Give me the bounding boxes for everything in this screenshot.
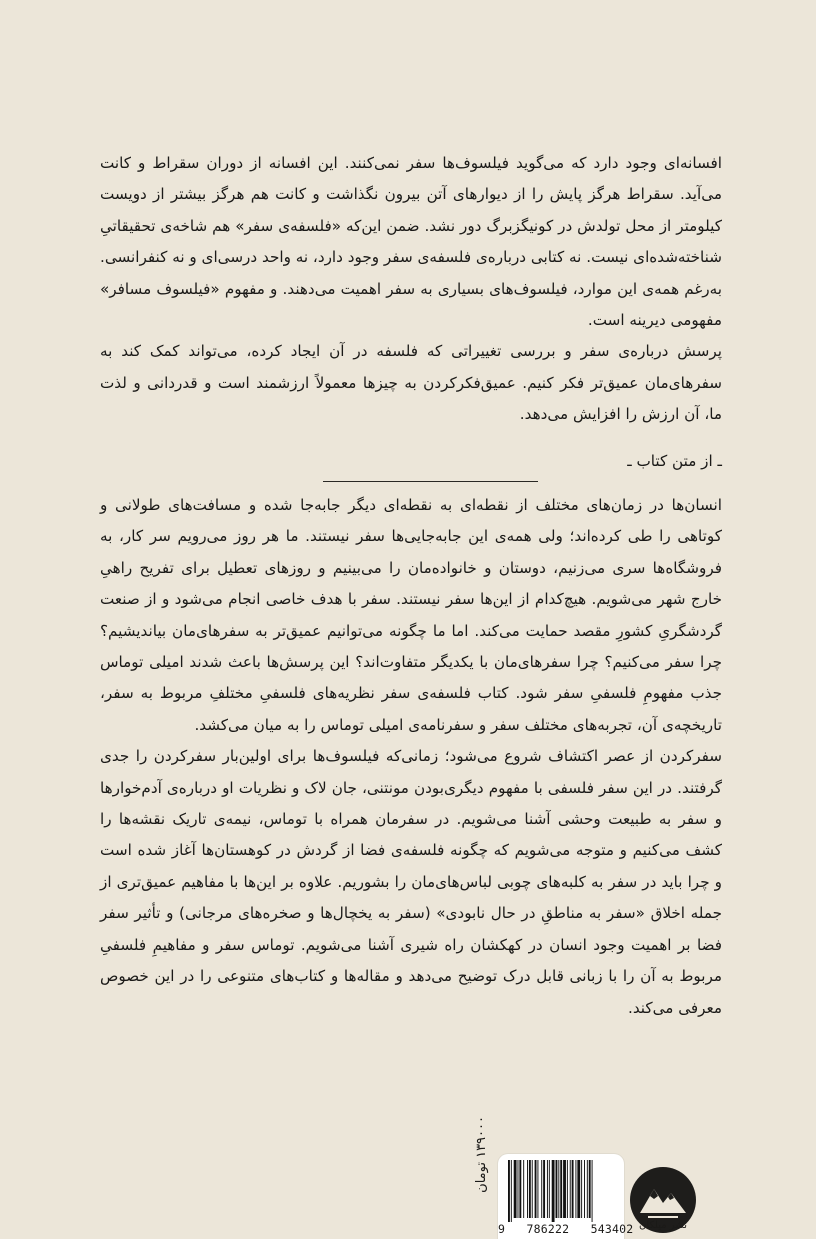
publisher-name: نشر میلکان: [639, 1220, 687, 1231]
barcode-icon: [504, 1160, 618, 1222]
section-divider: [323, 481, 538, 482]
description-paragraph-1: انسان‌ها در زمان‌های مختلف از نقطه‌ای به نقطه‌ای دیگر جابه‌جا شده و مسافت‌های طولانی و کوتاهی را طی کرده‌اند؛ ولی همه‌ی این جابه‌جایی‌ها سفر نیستند. ما هر روز می‌رویم سر کار، به فروشگاه‌ها سری می‌زنیم، دوستان و خانواده‌مان را می‌بینیم و روزهای تعطیل برای تفریح راهیِ خارج شهر می‌شویم. هیچ‌کدام از این‌ها سفر نیستند. سفر با هدف خاصی انجام می‌شود و از صنعت گردشگریِ کشورِ مقصد حمایت می‌کند. اما ما چگونه می‌توانیم عمیق‌تر به سفرهای‌مان بیاندیشیم؟ چرا سفر می‌کنیم؟ چرا سفرهای‌مان با یکدیگر متفاوت‌اند؟ این پرسش‌ها باعث شدند امیلی توماس جذب مفهومِ فلسفیِ سفر شود. کتاب فلسفه‌ی سفر نظریه‌های فلسفیِ مختلفِ مربوط به سفر، تاریخچه‌ی آن، تجربه‌های مختلف سفر و سفرنامه‌ی امیلی توماس را به میان می‌کشد.: [100, 496, 722, 734]
price-label: ۱۳۹۰۰۰ تومان: [474, 1116, 489, 1193]
isbn-digits: 9 786222 543402: [498, 1222, 634, 1236]
isbn-barcode: [498, 1154, 634, 1239]
description-paragraph-2: سفرکردن از عصر اکتشاف شروع می‌شود؛ زمانی‌که فیلسوف‌ها برای اولین‌بار سفرکردن را جدی گرفتند. در این سفر فلسفی با مفهوم دیگری‌بودن مونتنی، جان لاک و نظریات او درباره‌ی آدم‌خوارها و سفر به طبیعت وحشی آشنا می‌شویم. در سفرمان همراه با توماس، نیمه‌ی تاریک نقشه‌ها را کشف می‌کنیم و متوجه می‌شویم که چگونه فلسفه‌ی فضا از گردش در کوهستان‌ها آغاز شده است و چرا باید در سفر به کلبه‌های چوبی لباس‌های‌مان را بشوریم. علاوه بر این‌ها با مفاهیم عمیق‌تری از جمله اخلاق «سفر به مناطقِ در حال نابودی» (سفر به یخچال‌ها و صخره‌های مرجانی) و تأثیر سفر فضا بر اهمیت وجود انسان در کهکشان راه شیری آشنا می‌شویم. توماس سفر و مفاهیمِ فلسفیِ مربوط به آن را با زبانی قابل درک توضیح می‌دهد و مقاله‌ها و کتاب‌های متنوعی را در این خصوص معرفی می‌کند.: [100, 747, 722, 1017]
quote-block: [100, 148, 722, 431]
quote-attribution: ـ از متن کتاب ـ: [627, 452, 722, 470]
quote-paragraph-1: افسانه‌ای وجود دارد که می‌گوید فیلسوف‌ها سفر نمی‌کنند. این افسانه از دوران سقراط و کانت می‌آید. سقراط هرگز پایش را از دیوارهای آتن بیرون نگذاشت و کانت هم هرگز بیشتر از دویست کیلومتر از محل تولدش در کونیگزبرگ دور نشد. ضمن این‌که «فلسفه‌ی سفر» هم شاخه‌ی تحقیقاتیِ شناخته‌شده‌ای نیست. نه کتابی درباره‌ی فلسفه‌ی سفر وجود دارد، نه واحد درسی‌ای و نه کنفرانسی. به‌رغم همه‌ی این موارد، فیلسوف‌های بسیاری به سفر اهمیت می‌دهند. و مفهوم «فیلسوف مسافر» مفهومی دیرینه است.: [100, 154, 722, 330]
quote-paragraph-2: پرسش درباره‌ی سفر و بررسی تغییراتی که فلسفه در آن ایجاد کرده، می‌تواند کمک کند به سفرهای‌مان عمیق‌تر فکر کنیم. عمیق‌فکرکردن به چیزها معمولاً ارزشمند است و قدردانی و لذت ما، آن ارزش را افزایش می‌دهد.: [100, 342, 722, 424]
description-block: [100, 490, 722, 1024]
